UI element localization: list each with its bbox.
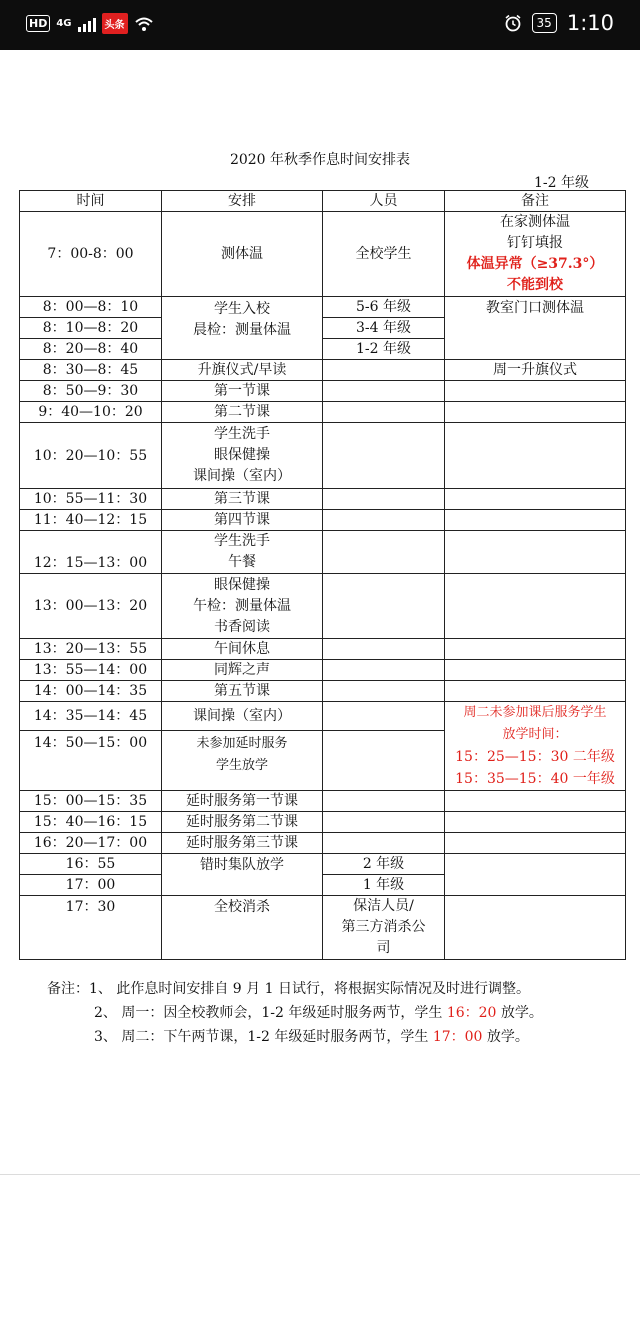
alarm-icon bbox=[504, 14, 522, 32]
morning-note: 教室门口测体温 bbox=[445, 297, 626, 360]
table-row: 13：20—13：55 午间休息 bbox=[20, 639, 626, 660]
news-app-icon: 头条 bbox=[102, 13, 128, 34]
table-row: 10：20—10：55 学生洗手 眼保健操 课间操（室内） bbox=[20, 423, 626, 489]
table-row: 13：55—14：00 同辉之声 bbox=[20, 660, 626, 681]
table-row: 15：40—16：15 延时服务第二节课 bbox=[20, 812, 626, 833]
table-row: 8：30—8：45 升旗仪式/早读 周一升旗仪式 bbox=[20, 360, 626, 381]
table-row: 14：35—14：45 课间操（室内） 周二未参加课后服务学生 放学时间： 15：25—15：30 二年级 15：35—15：40 一年级 bbox=[20, 702, 626, 731]
tuesday-dismissal-note: 周二未参加课后服务学生 放学时间： 15：25—15：30 二年级 15：35—15：40 一年级 bbox=[445, 702, 626, 791]
table-row: 17：00 1 年级 bbox=[20, 875, 626, 896]
network-type: 4G bbox=[56, 17, 72, 29]
note-1: 备注：1、 此作息时间安排自 9 月 1 日试行，将根据实际情况及时进行调整。 bbox=[47, 981, 530, 997]
status-bar bbox=[0, 0, 640, 50]
table-row: 17：30 全校消杀 保洁人员/ 第三方消杀公 司 bbox=[20, 896, 626, 960]
header-staff: 人员 bbox=[323, 191, 445, 212]
hd-icon: HD bbox=[26, 15, 50, 32]
table-row: 8：00—8：10 学生入校 晨检：测量体温 5-6 年级 教室门口测体温 bbox=[20, 297, 626, 318]
signal-icon bbox=[78, 16, 96, 32]
schedule-table bbox=[19, 190, 626, 960]
header-note: 备注 bbox=[445, 191, 626, 212]
table-header-row bbox=[20, 191, 626, 212]
table-row: 14：00—14：35 第五节课 bbox=[20, 681, 626, 702]
battery-icon: 35 bbox=[532, 13, 557, 33]
table-row: 9：40—10：20 第二节课 bbox=[20, 402, 626, 423]
table-row: 14：50—15：00 未参加延时服务 学生放学 bbox=[20, 730, 626, 790]
clock: 1:10 bbox=[566, 11, 614, 35]
notes-section bbox=[47, 977, 543, 1049]
table-row: 13：00—13：20 眼保健操 午检：测量体温 书香阅读 bbox=[20, 574, 626, 639]
table-row: 16：20—17：00 延时服务第三节课 bbox=[20, 833, 626, 854]
note-3: 3、 周二：下午两节课，1-2 年级延时服务两节，学生 17：00 放学。 bbox=[94, 1029, 529, 1045]
header-arrange: 安排 bbox=[162, 191, 323, 212]
document-title: 2020 年秋季作息时间安排表 bbox=[229, 152, 411, 168]
red-time: 16：20 bbox=[446, 1005, 497, 1021]
table-row: 7：00-8：00 测体温 全校学生 在家测体温 钉钉填报 体温异常（≥37.3°） 不能到校 bbox=[20, 212, 626, 297]
table-row: 8：10—8：20 3-4 年级 bbox=[20, 318, 626, 339]
wifi-icon bbox=[134, 16, 154, 32]
table-row: 12：15—13：00 学生洗手 午餐 bbox=[20, 531, 626, 574]
grade-label: 1-2 年级 bbox=[534, 175, 589, 191]
page-divider bbox=[0, 1174, 640, 1175]
table-row: 10：55—11：30 第三节课 bbox=[20, 489, 626, 510]
red-time: 17：00 bbox=[432, 1029, 483, 1045]
table-row: 8：20—8：40 1-2 年级 bbox=[20, 339, 626, 360]
table-row: 11：40—12：15 第四节课 bbox=[20, 510, 626, 531]
table-row: 8：50—9：30 第一节课 bbox=[20, 381, 626, 402]
temperature-note: 在家测体温 钉钉填报 体温异常（≥37.3°） 不能到校 bbox=[445, 212, 626, 297]
table-row: 16：55 错时集队放学 2 年级 bbox=[20, 854, 626, 875]
table-row: 15：00—15：35 延时服务第一节课 bbox=[20, 791, 626, 812]
header-time: 时间 bbox=[20, 191, 162, 212]
morning-check: 学生入校 晨检：测量体温 bbox=[162, 297, 323, 360]
note-2: 2、 周一：因全校教师会，1-2 年级延时服务两节，学生 16：20 放学。 bbox=[94, 1005, 543, 1021]
